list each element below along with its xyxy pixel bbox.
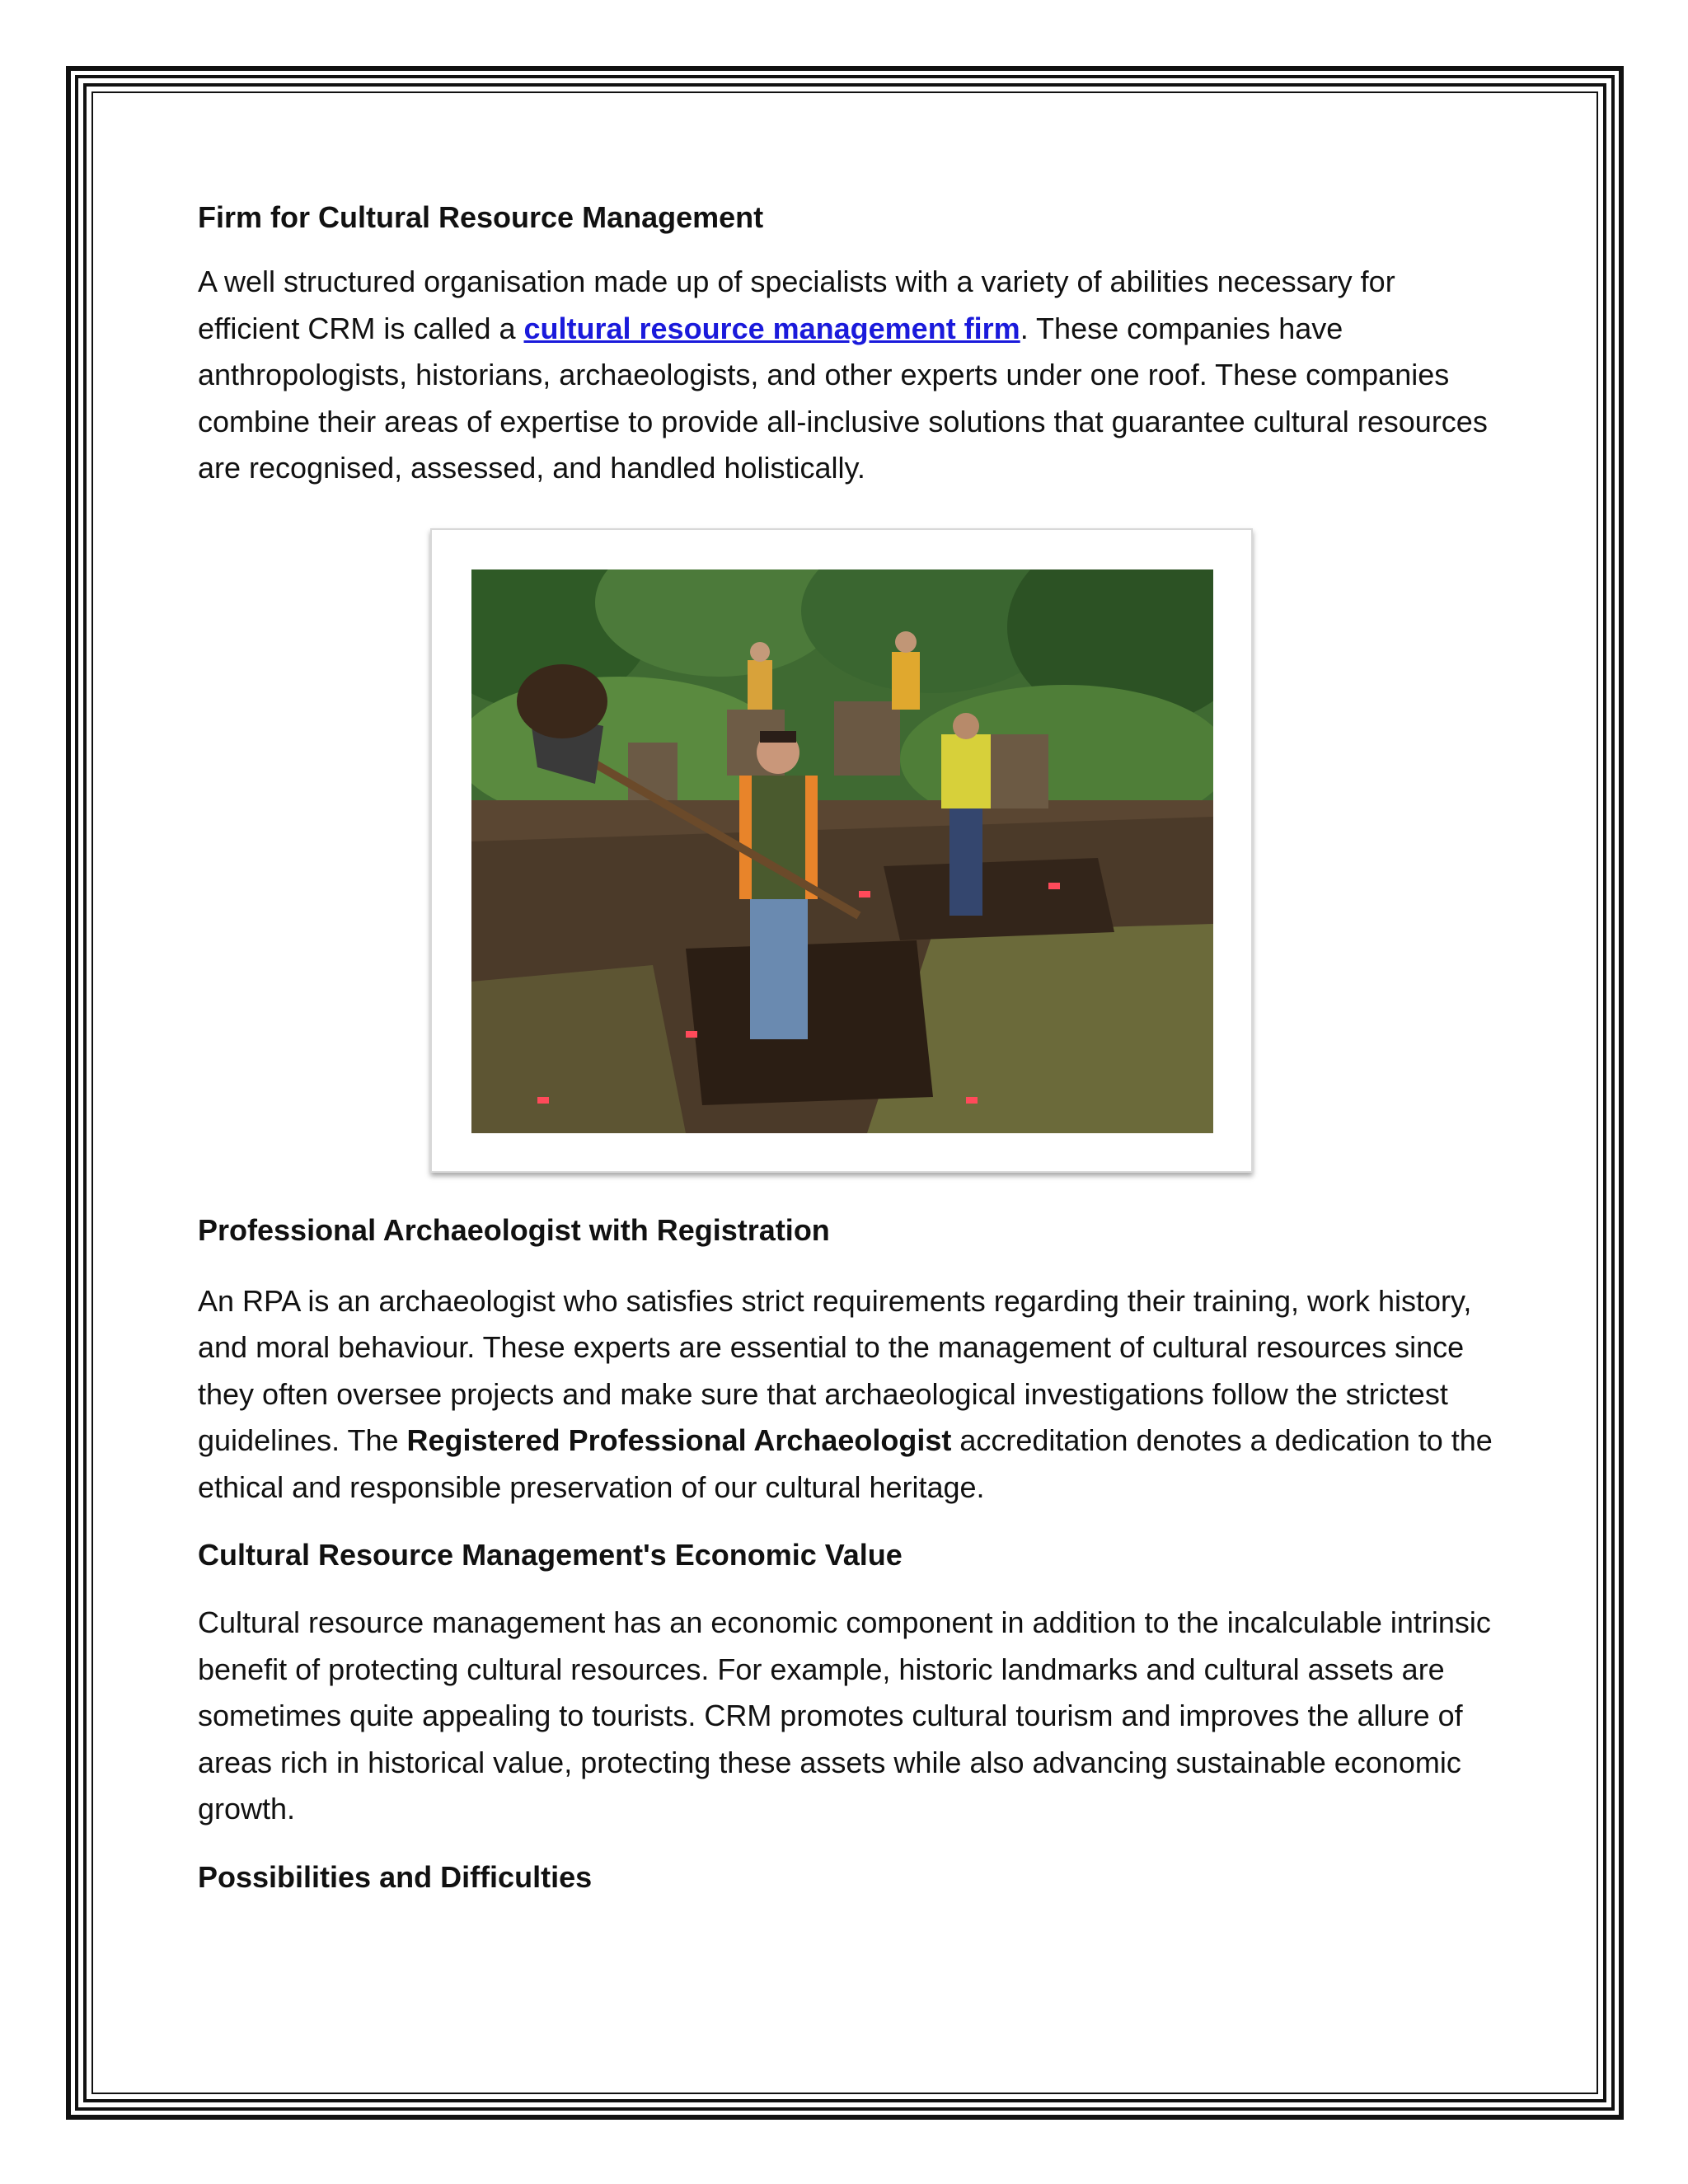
section-heading-possibilities: Possibilities and Difficulties [198,1859,593,1894]
photo-frame [430,528,1253,1173]
excavation-photo-illustration [471,569,1213,1133]
paragraph-text: A well structured organisation made up of specialists with a variety of abilities necessary for efficient CRM is called a [198,265,1395,345]
excavation-photo [471,569,1213,1133]
document-body [198,198,1500,1897]
crm-firm-link[interactable]: cultural resource management firm [523,311,1020,345]
paragraph-text: . These companies have anthropologists, historians, archaeologists, and other experts under one roof. These companies combine their areas of expertise to provide all-inclusive solutions that guarantee cultural resources are recognised, assessed, and handled holistically. [198,311,1488,485]
section-paragraph-economic-value: Cultural resource management has an economic component in addition to the incalculable intrinsic benefit of protecting cultural resources. For example, historic landmarks and cultural assets are sometimes quite appealing to tourists. CRM promotes cultural tourism and improves the allure of areas rich in historical value, protecting these assets while also advancing sustainable economic growth. [198,1605,1491,1825]
section-heading-rpa: Professional Archaeologist with Registration [198,1212,830,1247]
paragraph-text: An RPA is an archaeologist who satisfies strict requirements regarding their training, work history, and moral behaviour. These experts are essential to the management of cultural resources since they often oversee projects and make sure that archaeological investigations follow the strictest guidelines. The [198,1283,1472,1457]
section-paragraph-crm-firm [198,259,1500,492]
section-heading-crm-firm: Firm for Cultural Resource Management [198,200,764,234]
bold-term-rpa: Registered Professional Archaeologist [406,1423,952,1457]
section-paragraph-rpa [198,1278,1500,1511]
section-heading-economic-value: Cultural Resource Management's Economic Value [198,1538,903,1572]
paragraph-text: accreditation denotes a dedication to the ethical and responsible preservation of our cultural heritage. [198,1423,1493,1504]
